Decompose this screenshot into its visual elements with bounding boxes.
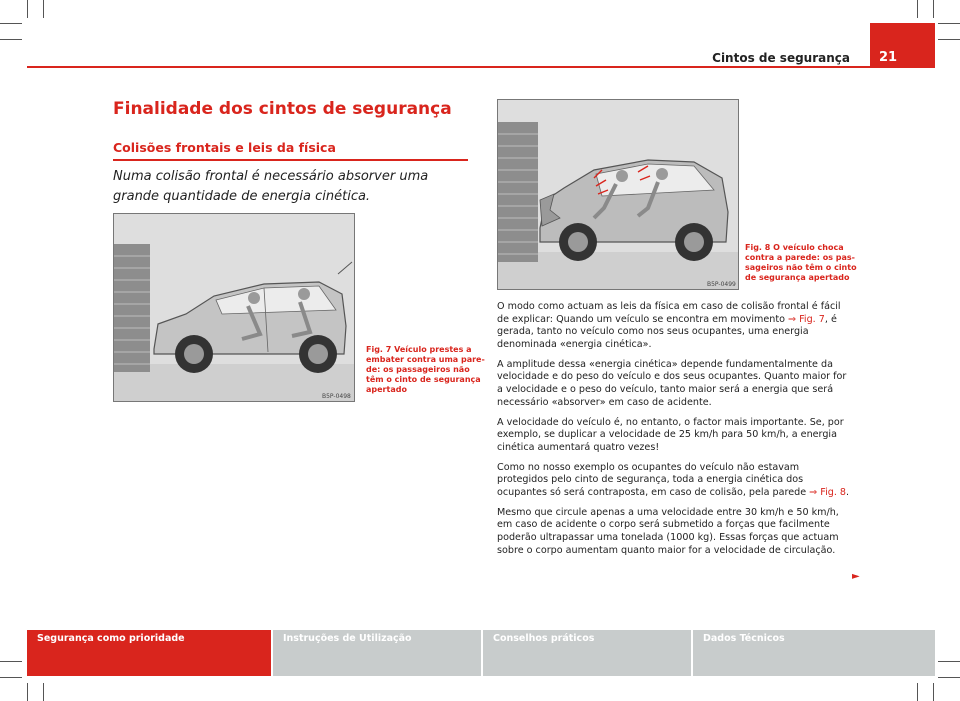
footer-tab-dados[interactable]: Dados Técnicos	[693, 630, 935, 676]
figure-7-code: B5P-0498	[322, 393, 351, 400]
brick-wall-icon	[114, 244, 150, 372]
caption-line: embater contra uma pare-	[366, 355, 485, 364]
lead-paragraph: Numa colisão frontal é necessário absorver uma grande quantidade de energia cinética.	[113, 169, 429, 204]
header-rule	[27, 66, 935, 68]
crop-mark	[27, 0, 28, 18]
caption-line: têm o cinto de segurança	[366, 375, 481, 384]
body-text	[497, 301, 852, 565]
body-paragraph: A velocidade do veículo é, no entanto, o factor mais importante. Se, por exemplo, se duplicar a velocidade de 25 km/h para 50 km/h, a energia cinética aumentará quatro vezes!	[497, 416, 844, 453]
section-title: Cintos de segurança	[712, 51, 850, 65]
body-paragraph: A amplitude dessa «energia cinética» depende fundamentalmente da velocidade e do peso do veículo e dos seus ocupantes. Quanto maior for a velocidade e o peso do veículo, tanto maior será a energia que será necessário «absorver» em caso de acidente.	[497, 358, 847, 408]
crop-mark	[917, 683, 918, 701]
page-number: 21	[870, 23, 935, 68]
figure-8-caption	[745, 243, 857, 283]
caption-line: de: os passageiros não	[366, 365, 470, 374]
footer-tab-conselhos[interactable]: Conselhos práticos	[483, 630, 691, 676]
caption-line: sageiros não têm o cinto	[745, 263, 857, 272]
body-paragraph	[497, 462, 852, 500]
figure-8-image	[497, 99, 739, 290]
crop-mark	[938, 661, 960, 662]
footer-tab-instrucoes[interactable]: Instruções de Utilização	[273, 630, 481, 676]
crop-mark	[0, 23, 22, 24]
crop-mark	[938, 39, 960, 40]
crop-mark	[0, 677, 22, 678]
figure-7-image	[113, 213, 355, 402]
figure-7-caption	[366, 345, 485, 395]
crop-mark	[0, 661, 22, 662]
caption-line: Fig. 8 O veículo choca	[745, 243, 844, 252]
figure-8-code: B5P-0499	[707, 281, 736, 288]
brick-wall-icon	[498, 122, 538, 262]
body-paragraph	[497, 301, 852, 351]
crop-mark	[933, 0, 934, 18]
caption-line: de segurança apertado	[745, 273, 850, 282]
text: .	[846, 486, 850, 498]
caption-line: Fig. 7 Veículo prestes a	[366, 345, 472, 354]
crop-mark	[43, 0, 44, 18]
body-paragraph: Mesmo que circule apenas a uma velocidade entre 30 km/h e 50 km/h, em caso de acidente o corpo será submetido a forças que facilmente poderão ultrapassar uma tonelada (1000 kg). Essas forças que actuam sobre o corpo aumentam quanto maior for a velocidade de circulação.	[497, 506, 839, 556]
text: O modo como actuam as leis da física em caso de colisão frontal é fácil de explicar: Quando um veículo se encontra em movimento	[497, 301, 841, 325]
continue-arrow-icon: ►	[852, 571, 860, 582]
figure-7-link[interactable]: ⇒ Fig. 7	[788, 313, 825, 325]
crop-mark	[938, 677, 960, 678]
caption-line: contra a parede: os pas-	[745, 253, 855, 262]
crop-mark	[938, 23, 960, 24]
caption-line: apertado	[366, 385, 407, 394]
page-title: Finalidade dos cintos de segurança	[113, 99, 452, 119]
text: Como no nosso exemplo os ocupantes do veículo não estavam protegidos pelo cinto de segurança, toda a energia cinética dos ocupantes só será contraposta, em caso de colisão, pela parede	[497, 461, 810, 498]
crop-mark	[0, 39, 22, 40]
subtitle-rule	[113, 159, 468, 161]
crop-mark	[43, 683, 44, 701]
figure-8-link[interactable]: ⇒ Fig. 8	[809, 486, 847, 498]
crop-mark	[917, 0, 918, 18]
text: , é gerada, tanto no veículo como nos seus ocupantes, uma energia denominada «energia cinética».	[497, 313, 837, 350]
crop-mark	[933, 683, 934, 701]
section-subtitle: Colisões frontais e leis da física	[113, 140, 336, 155]
footer-tab-seguranca[interactable]: Segurança como prioridade	[27, 630, 271, 676]
crop-mark	[27, 683, 28, 701]
